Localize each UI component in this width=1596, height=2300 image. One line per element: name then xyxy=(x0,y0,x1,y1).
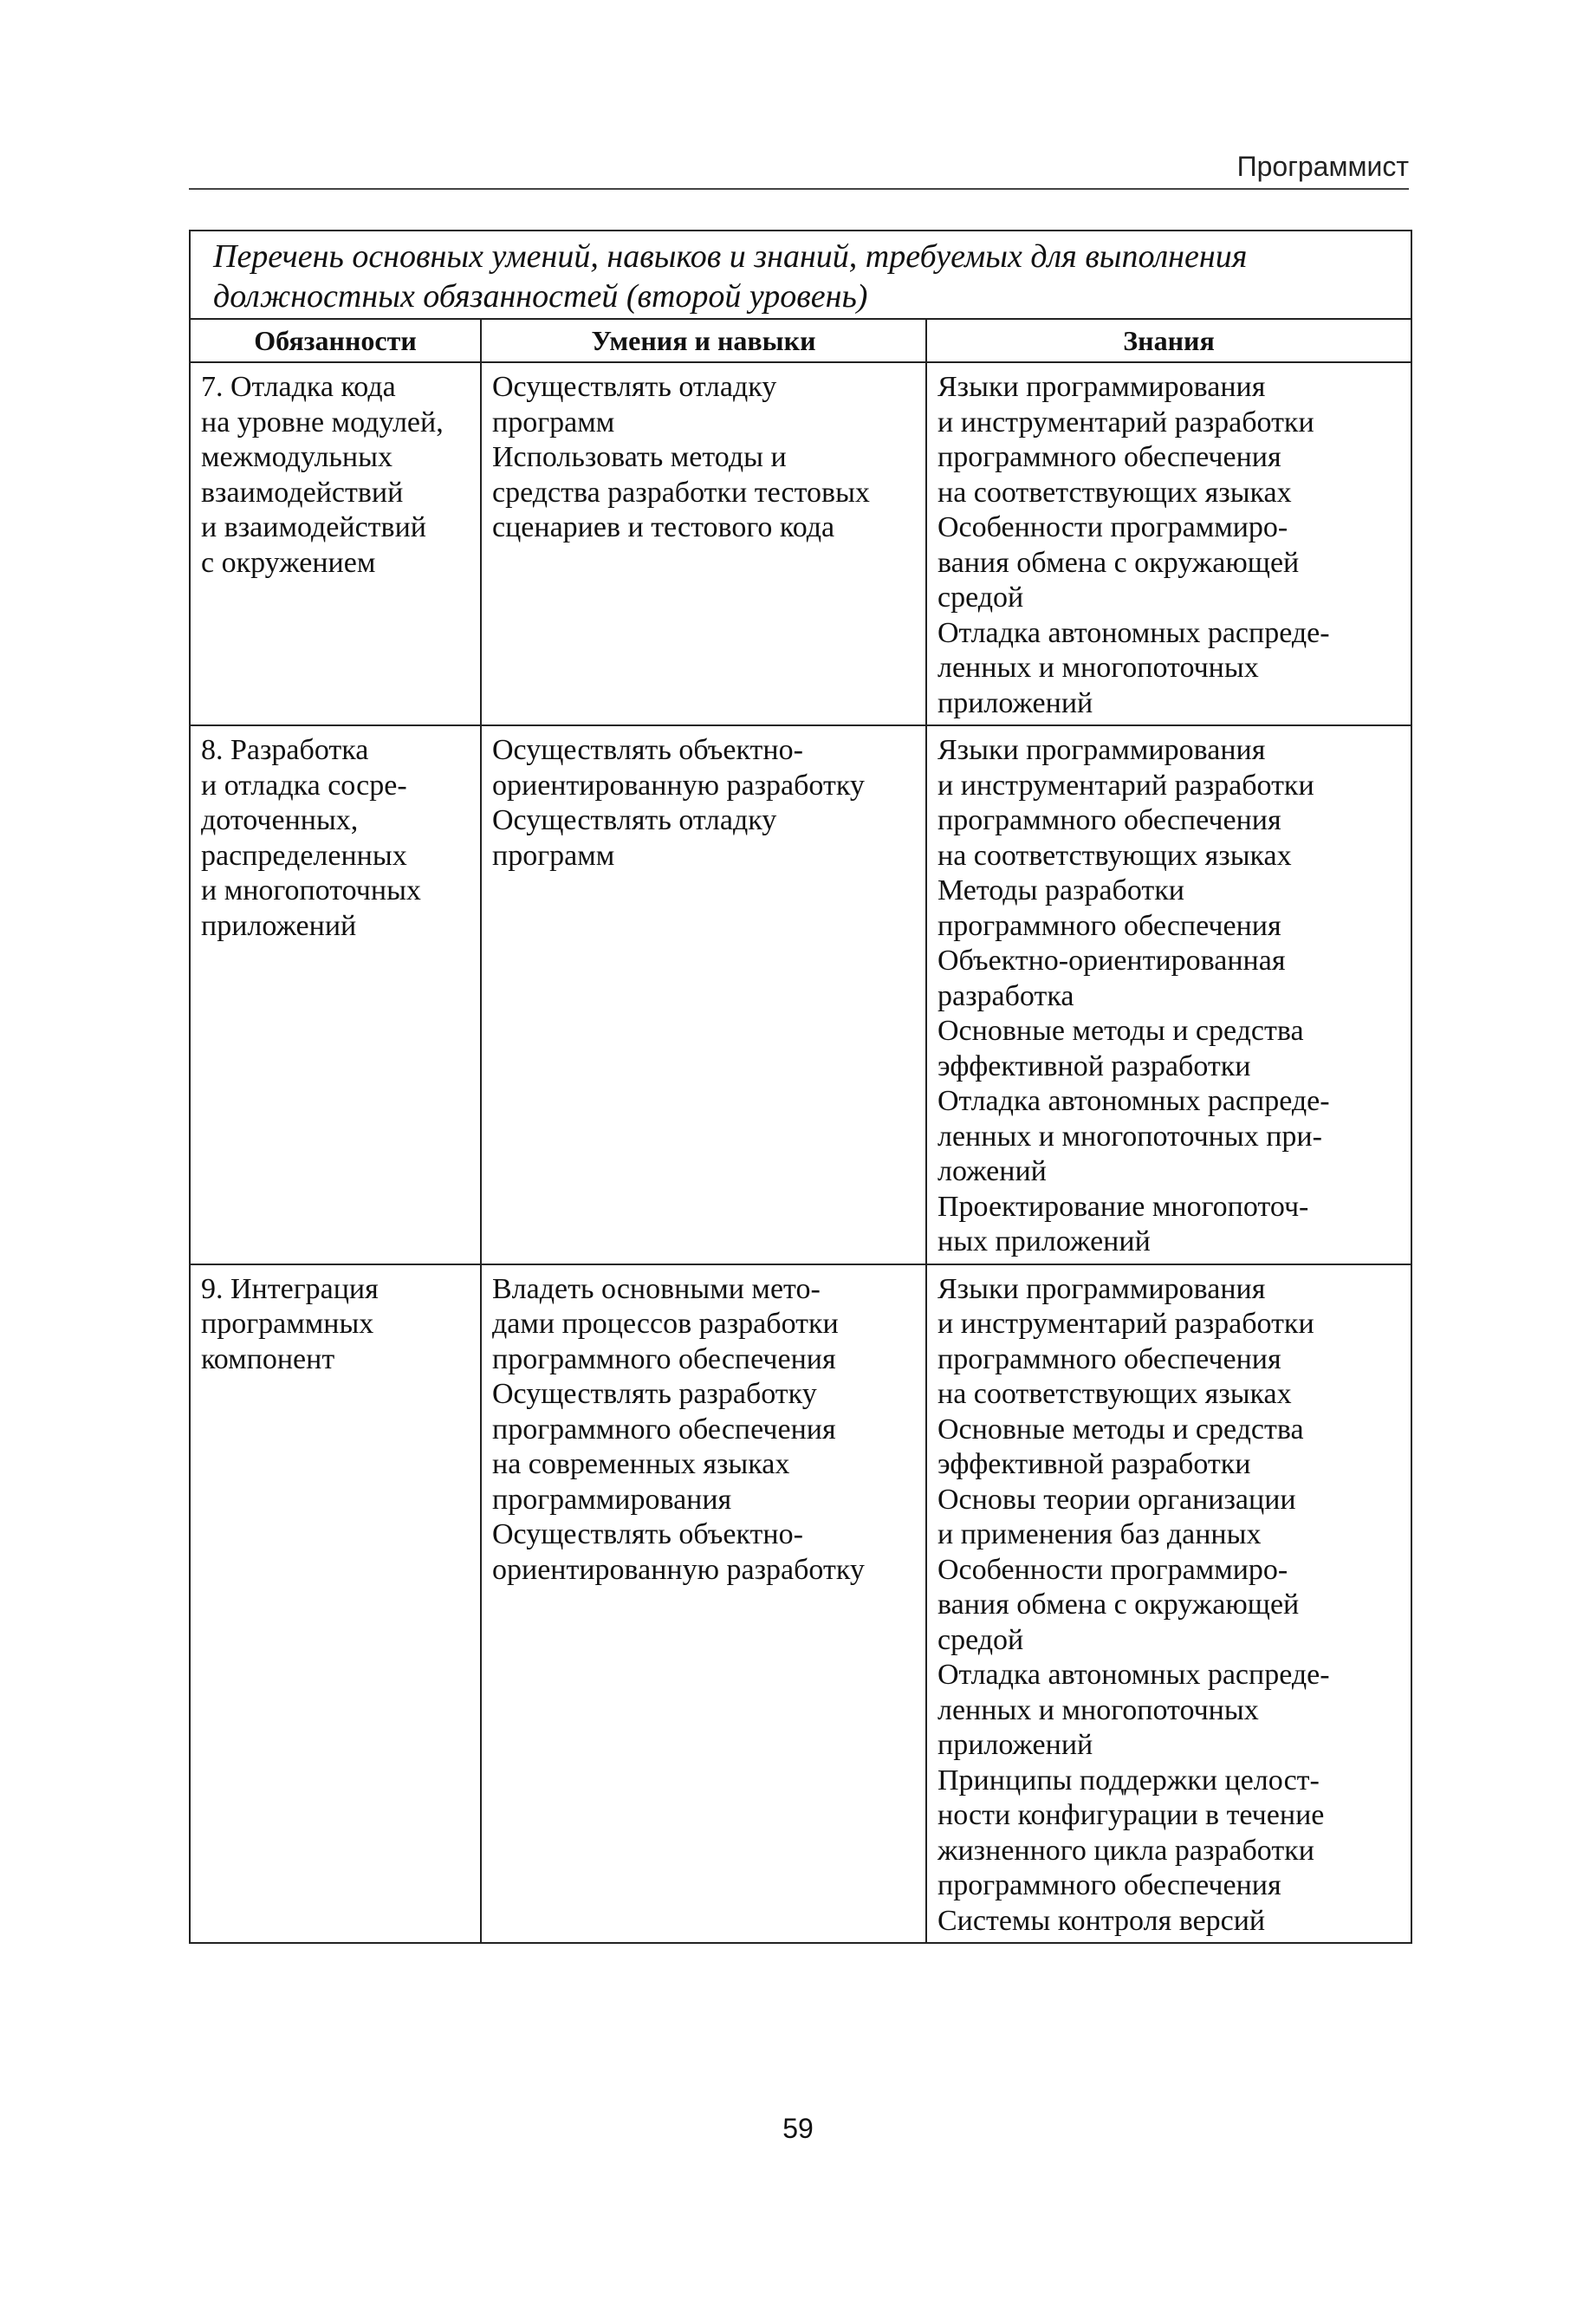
cell-line: Осуществлять отладку xyxy=(492,371,777,403)
column-header-duties: Обязанности xyxy=(190,319,481,362)
cell-line: Языки программирования xyxy=(937,371,1266,403)
cell-line: сценариев и тестового кода xyxy=(492,511,835,543)
cell-line: Осуществлять объектно- xyxy=(492,1518,803,1550)
cell-line: Основы теории организации xyxy=(937,1483,1296,1516)
cell-line: ленных и многопоточных xyxy=(937,652,1259,684)
caption-line: должностных обязанностей (второй уровень) xyxy=(213,278,868,315)
cell-line: и многопоточных xyxy=(201,874,421,906)
cell-line: программ xyxy=(492,406,615,439)
cell-line: вания обмена с окружающей xyxy=(937,1589,1300,1621)
cell-line: 7. Отладка кода xyxy=(201,371,396,403)
cell-line: программного обеспечения xyxy=(937,441,1281,473)
cell-line: программного обеспечения xyxy=(937,804,1281,836)
cell-line: Отладка автономных распреде- xyxy=(937,1085,1330,1117)
cell-line: программного обеспечения xyxy=(492,1413,836,1446)
cell-line: Основные методы и средства xyxy=(937,1015,1304,1047)
cell-line: программного обеспечения xyxy=(937,909,1281,942)
cell-line: программного обеспечения xyxy=(937,1869,1281,1901)
cell-skills xyxy=(481,1264,926,1944)
cell-line: Осуществлять разработку xyxy=(492,1378,817,1410)
running-header-title: Программист xyxy=(1236,151,1409,182)
duties-table xyxy=(189,230,1412,1944)
cell-line: средой xyxy=(937,1623,1024,1656)
cell-line: программирования xyxy=(492,1483,732,1516)
column-header-skills: Умения и навыки xyxy=(481,319,926,362)
cell-line: взаимодействий xyxy=(201,476,404,509)
cell-line: Отладка автономных распреде- xyxy=(937,616,1330,649)
header-rule xyxy=(189,188,1409,190)
cell-line: программного обеспечения xyxy=(937,1342,1281,1375)
cell-line: распределенных xyxy=(201,839,407,872)
cell-line: эффективной разработки xyxy=(937,1448,1251,1480)
cell-line: жизненного цикла разработки xyxy=(937,1834,1314,1867)
cell-line: Владеть основными мето- xyxy=(492,1272,821,1305)
cell-line: компонент xyxy=(201,1342,335,1375)
cell-line: ных приложений xyxy=(937,1225,1151,1257)
cell-line: Особенности программиро- xyxy=(937,1553,1288,1586)
table-row xyxy=(190,1264,1411,1944)
cell-line: приложений xyxy=(201,909,357,942)
cell-line: программного обеспечения xyxy=(492,1342,836,1375)
cell-skills xyxy=(481,725,926,1264)
cell-line: Языки программирования xyxy=(937,1272,1266,1305)
column-header-row xyxy=(190,319,1411,362)
page-number: 59 xyxy=(782,2113,814,2144)
cell-line: Отладка автономных распреде- xyxy=(937,1659,1330,1691)
cell-line: и инструментарий разработки xyxy=(937,769,1314,802)
table-row xyxy=(190,362,1411,725)
cell-line: Объектно-ориентированная xyxy=(937,945,1286,977)
cell-line: Осуществлять отладку xyxy=(492,804,777,836)
cell-line: Основные методы и средства xyxy=(937,1413,1304,1446)
cell-line: на соответствующих языках xyxy=(937,1378,1292,1410)
cell-line: Принципы поддержки целост- xyxy=(937,1764,1320,1796)
cell-line: и отладка сосре- xyxy=(201,769,407,802)
cell-line: средства разработки тестовых xyxy=(492,476,870,509)
cell-knowledge xyxy=(926,725,1411,1264)
cell-line: разработка xyxy=(937,979,1074,1012)
table-caption-row xyxy=(190,231,1411,319)
cell-line: программных xyxy=(201,1308,374,1340)
cell-duty xyxy=(190,725,481,1264)
cell-line: ориентированную разработку xyxy=(492,1553,865,1586)
cell-line: на соответствующих языках xyxy=(937,839,1292,872)
cell-line: ности конфигурации в течение xyxy=(937,1799,1325,1831)
cell-line: на современных языках xyxy=(492,1448,790,1480)
cell-line: Осуществлять объектно- xyxy=(492,734,803,766)
cell-line: эффективной разработки xyxy=(937,1049,1251,1082)
table-body xyxy=(190,362,1411,1943)
cell-line: ленных и многопоточных xyxy=(937,1693,1259,1726)
cell-line: 8. Разработка xyxy=(201,734,369,766)
cell-line: и инструментарий разработки xyxy=(937,406,1314,439)
cell-line: вания обмена с окружающей xyxy=(937,546,1300,579)
cell-line: 9. Интеграция xyxy=(201,1272,379,1305)
cell-duty xyxy=(190,1264,481,1944)
cell-line: программ xyxy=(492,839,615,872)
cell-line: и инструментарий разработки xyxy=(937,1308,1314,1340)
table-row xyxy=(190,725,1411,1264)
cell-line: межмодульных xyxy=(201,441,393,473)
cell-line: дами процессов разработки xyxy=(492,1308,839,1340)
cell-line: с окружением xyxy=(201,546,376,579)
cell-line: приложений xyxy=(937,686,1093,719)
caption-line: Перечень основных умений, навыков и знаний, требуемых для выполнения xyxy=(213,238,1248,275)
cell-line: и применения баз данных xyxy=(937,1518,1262,1550)
column-header-knowledge: Знания xyxy=(926,319,1411,362)
cell-line: Особенности программиро- xyxy=(937,511,1288,543)
cell-knowledge xyxy=(926,362,1411,725)
cell-line: ленных и многопоточных при- xyxy=(937,1120,1322,1153)
cell-line: Языки программирования xyxy=(937,734,1266,766)
cell-line: и взаимодействий xyxy=(201,511,426,543)
cell-line: Использовать методы и xyxy=(492,441,787,473)
cell-line: на уровне модулей, xyxy=(201,406,444,439)
cell-line: ориентированную разработку xyxy=(492,769,865,802)
cell-line: ложений xyxy=(937,1155,1047,1187)
cell-line: Системы контроля версий xyxy=(937,1904,1266,1937)
table-caption xyxy=(190,231,1411,319)
cell-skills xyxy=(481,362,926,725)
cell-knowledge xyxy=(926,1264,1411,1944)
cell-line: приложений xyxy=(937,1729,1093,1761)
cell-line: Проектирование многопоточ- xyxy=(937,1190,1309,1223)
cell-duty xyxy=(190,362,481,725)
cell-line: на соответствующих языках xyxy=(937,476,1292,509)
cell-line: Методы разработки xyxy=(937,874,1184,906)
cell-line: доточенных, xyxy=(201,804,359,836)
cell-line: средой xyxy=(937,581,1024,614)
